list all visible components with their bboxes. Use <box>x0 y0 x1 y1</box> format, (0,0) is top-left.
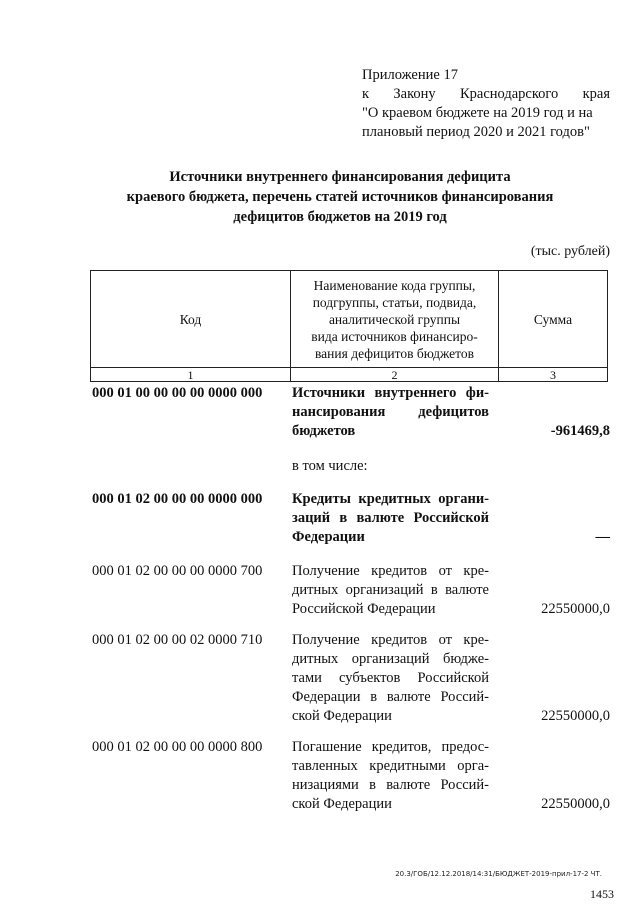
document-footer: 20.3/ГОБ/12.12.2018/14:31/БЮДЖЕТ-2019-прил-17-2 ЧТ. <box>395 870 602 878</box>
appendix-line-4: плановый период 2020 и 2021 годов" <box>362 124 590 140</box>
row-code: 000 01 02 00 00 02 0000 710 <box>92 632 263 648</box>
appendix-line-1: Приложение 17 <box>362 67 458 83</box>
row-sum: -961469,8 <box>550 423 610 439</box>
including-label: в том числе: <box>292 458 368 474</box>
table-header <box>90 270 608 382</box>
row-code: 000 01 02 00 00 00 0000 800 <box>92 739 263 755</box>
header-sum: Сумма <box>533 311 573 327</box>
column-number-3: 3 <box>499 367 607 383</box>
appendix-line-2: к Закону Краснодарского края <box>362 86 610 102</box>
column-number-2: 2 <box>291 367 498 383</box>
page-number: 1453 <box>590 887 614 901</box>
row-sum: — <box>595 529 610 545</box>
row-name: Получение кредитов от кре- дитных организаций бюдже- тами субъектов Российской Федерации в валюте Россий- ской Федерации <box>292 632 489 724</box>
header-name: Наименование кода группы, подгруппы, статьи, подвида, аналитической группы вида источников финансиро- вания дефицитов бюджетов <box>311 277 478 361</box>
column-number-1: 1 <box>91 367 290 383</box>
header-code: Код <box>179 311 202 327</box>
row-name: Источники внутреннего фи- нансирования дефицитов бюджетов <box>292 385 489 439</box>
row-name: Кредиты кредитных органи- заций в валюте Российской Федерации <box>292 491 489 545</box>
row-sum: 22550000,0 <box>541 708 610 724</box>
row-sum: 22550000,0 <box>541 796 610 812</box>
row-code: 000 01 02 00 00 00 0000 700 <box>92 563 263 579</box>
appendix-note <box>362 66 610 142</box>
row-sum: 22550000,0 <box>541 601 610 617</box>
document-title: Источники внутреннего финансирования дефицита краевого бюджета, перечень статей источников финансирования дефицитов бюджетов на 2019 год <box>126 169 554 225</box>
row-name: Получение кредитов от кре- дитных организаций в валюте Российской Федерации <box>292 563 489 617</box>
row-name: Погашение кредитов, предос- тавленных кредитными орга- низациями в валюте Россий- ской Федерации <box>292 739 489 812</box>
row-code: 000 01 02 00 00 00 0000 000 <box>92 491 263 507</box>
appendix-line-3: "О краевом бюджете на 2019 год и на <box>362 105 593 121</box>
units-label: (тыс. рублей) <box>530 244 610 259</box>
row-code: 000 01 00 00 00 00 0000 000 <box>92 385 263 401</box>
